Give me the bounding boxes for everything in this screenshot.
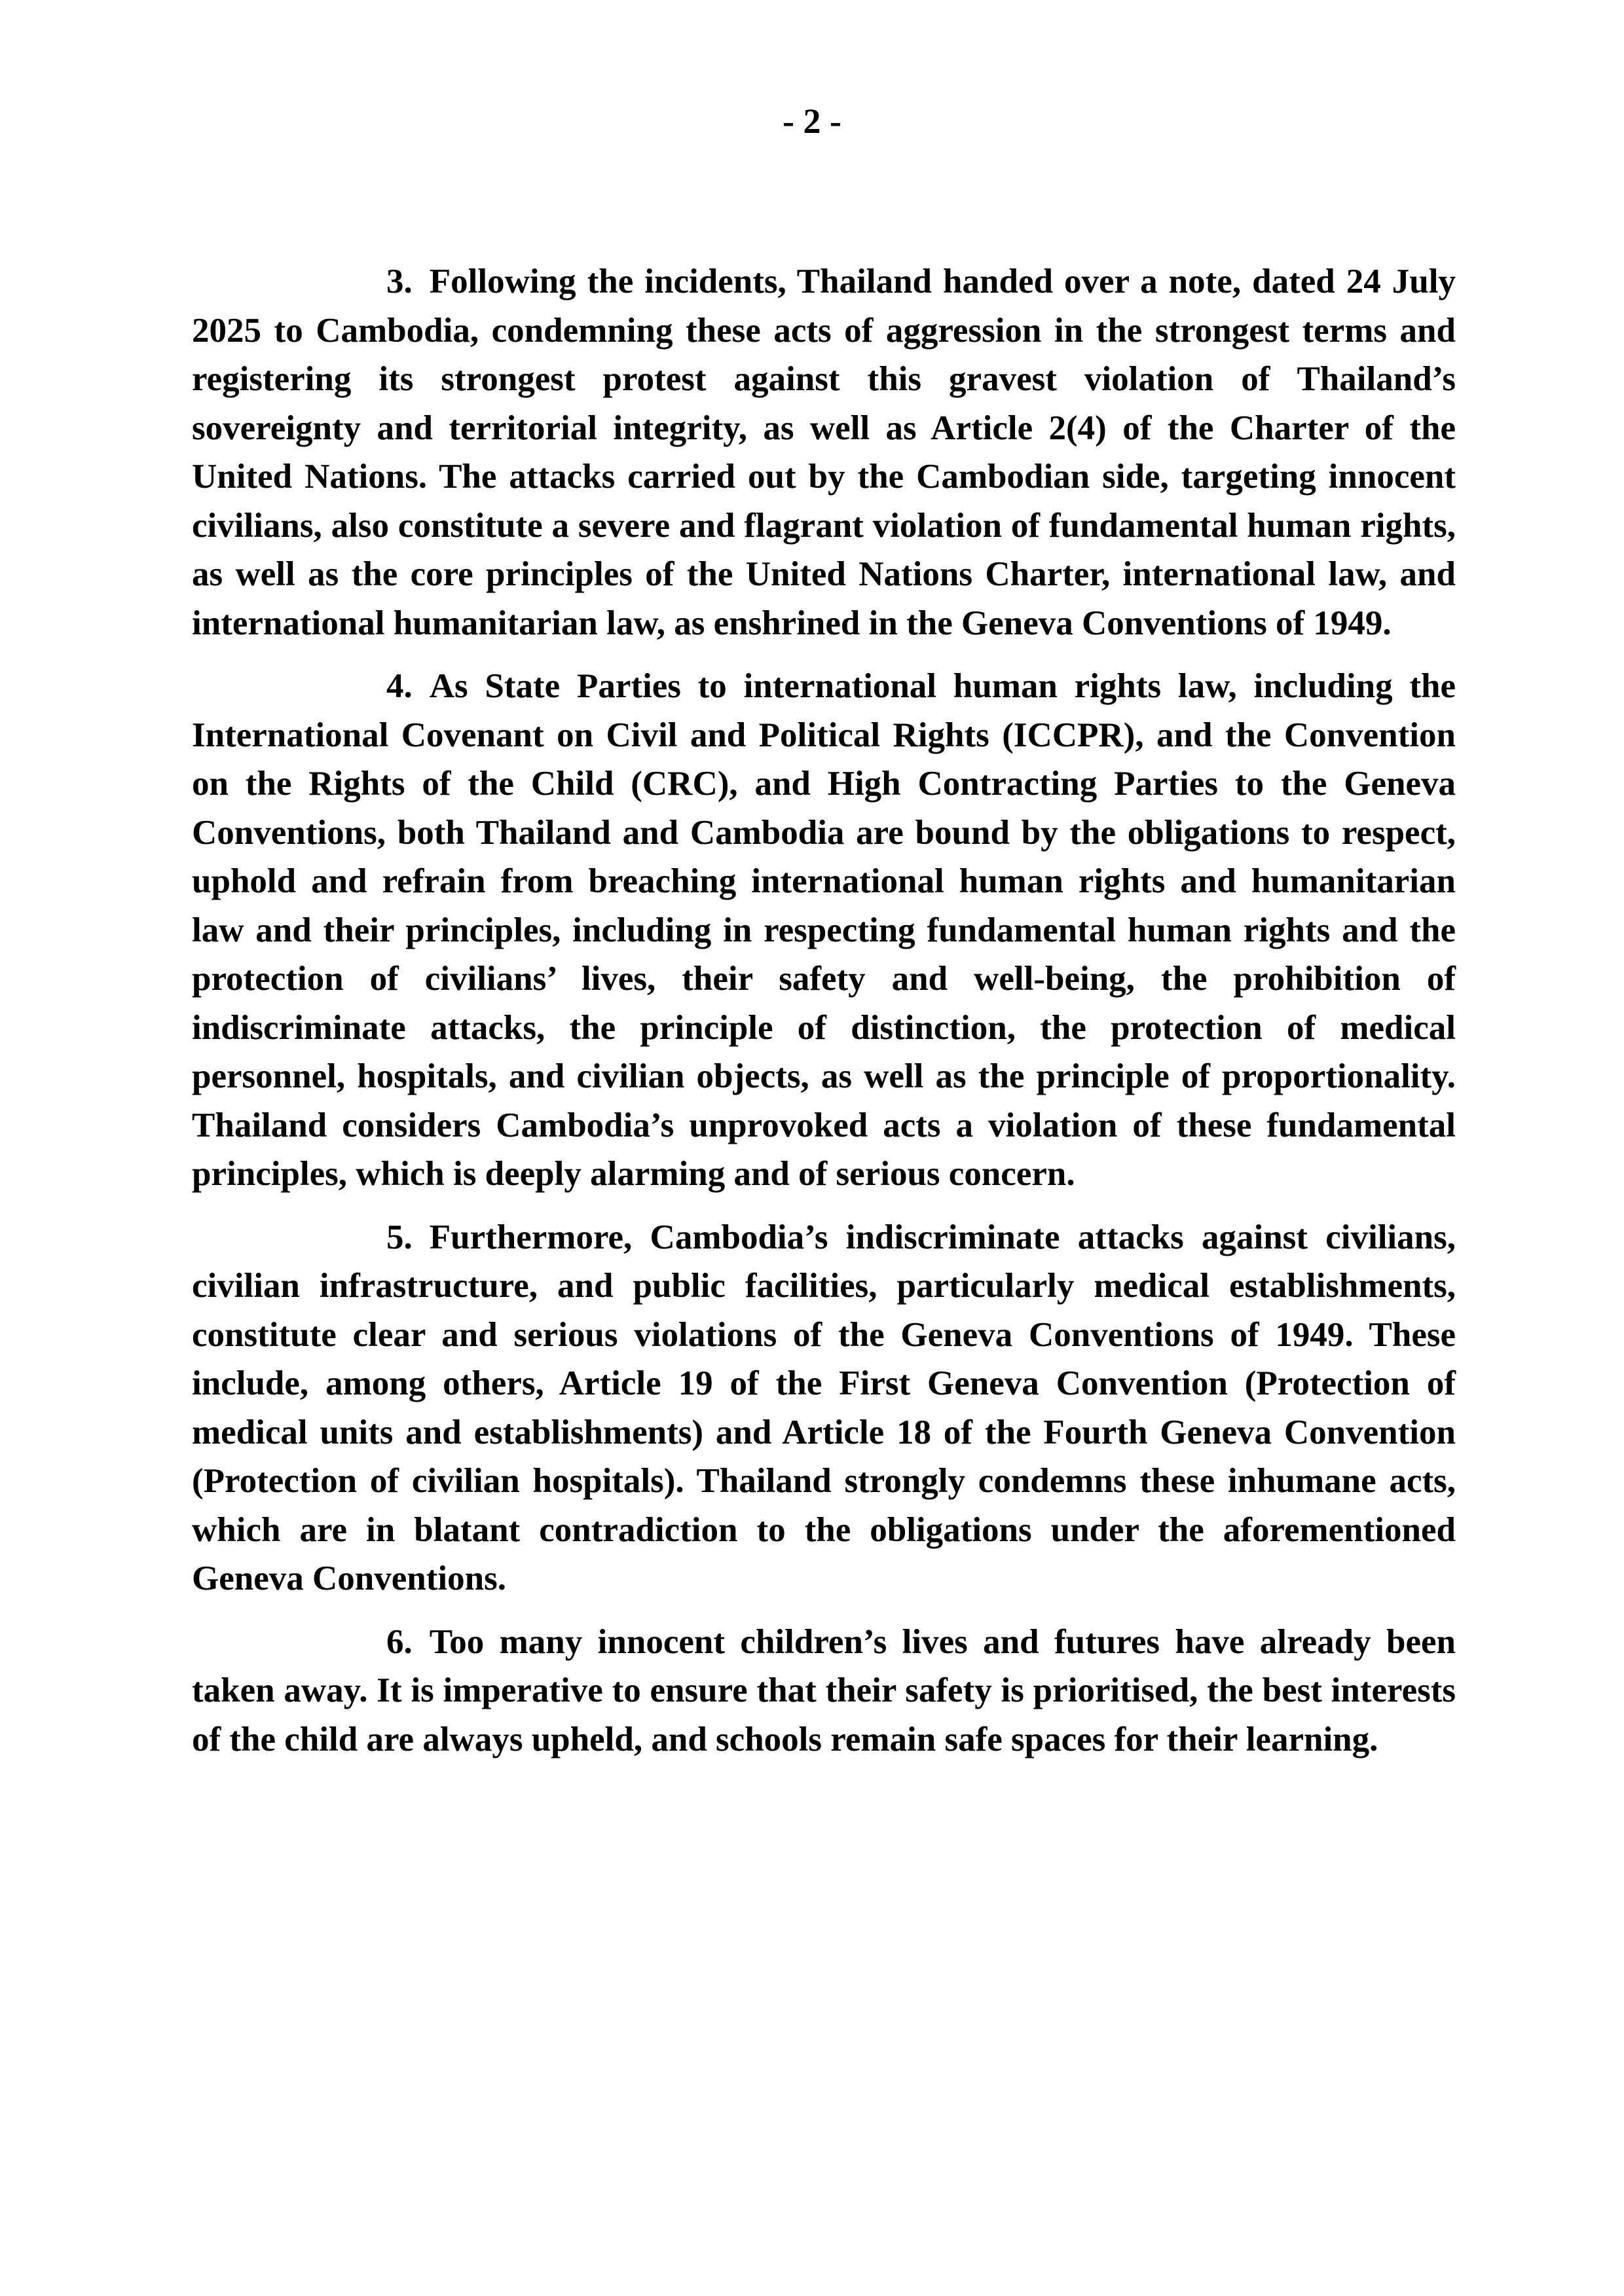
paragraph-6 <box>192 1618 1456 1764</box>
paragraph-text: Too many innocent children’s lives and futures have already been taken away. It is imperative to ensure that their safety is prioritised, the best interests of the child are always upheld, and schools remain safe spaces for their learning. <box>192 1622 1456 1758</box>
paragraph-number: 3. <box>386 263 413 301</box>
paragraph-text: As State Parties to international human rights law, including the International Covenant on Civil and Political Rights (ICCPR), and the Convention on the Rights of the Child (CRC), and High Contracting Parties to the Geneva Conventions, both Thailand and Cambodia are bound by the obligations to respect, uphold and refrain from breaching international human rights and humanitarian law and their principles, including in respecting fundamental human rights and the protection of civilians’ lives, their safety and well-being, the prohibition of indiscriminate attacks, the principle of distinction, the protection of medical personnel, hospitals, and civilian objects, as well as the principle of proportionality. Thailand considers Cambodia’s unprovoked acts a violation of these fundamental principles, which is deeply alarming and of serious concern. <box>192 667 1456 1193</box>
paragraph-number: 5. <box>386 1218 413 1256</box>
paragraph-4 <box>192 662 1456 1199</box>
paragraph-text: Following the incidents, Thailand handed over a note, dated 24 July 2025 to Cambodia, condemning these acts of aggression in the strongest terms and registering its strongest protest against this gravest violation of Thailand’s sovereignty and territorial integrity, as well as Article 2(4) of the Charter of the United Nations. The attacks carried out by the Cambodian side, targeting innocent civilians, also constitute a severe and flagrant violation of fundamental human rights, as well as the core principles of the United Nations Charter, international law, and international humanitarian law, as enshrined in the Geneva Conventions of 1949. <box>192 263 1456 642</box>
paragraph-5 <box>192 1213 1456 1603</box>
paragraph-text: Furthermore, Cambodia’s indiscriminate attacks against civilians, civilian infrastructure, and public facilities, particularly medical establishments, constitute clear and serious violations of the Geneva Conventions of 1949. These include, among others, Article 19 of the First Geneva Convention (Protection of medical units and establishments) and Article 18 of the Fourth Geneva Convention (Protection of civilian hospitals). Thailand strongly condemns these inhumane acts, which are in blatant contradiction to the obligations under the aforementioned Geneva Conventions. <box>192 1218 1456 1597</box>
page-number: - 2 - <box>783 101 841 141</box>
paragraph-number: 4. <box>386 667 413 705</box>
paragraph-3 <box>192 257 1456 647</box>
document-body <box>192 257 1456 1778</box>
paragraph-number: 6. <box>386 1622 413 1661</box>
